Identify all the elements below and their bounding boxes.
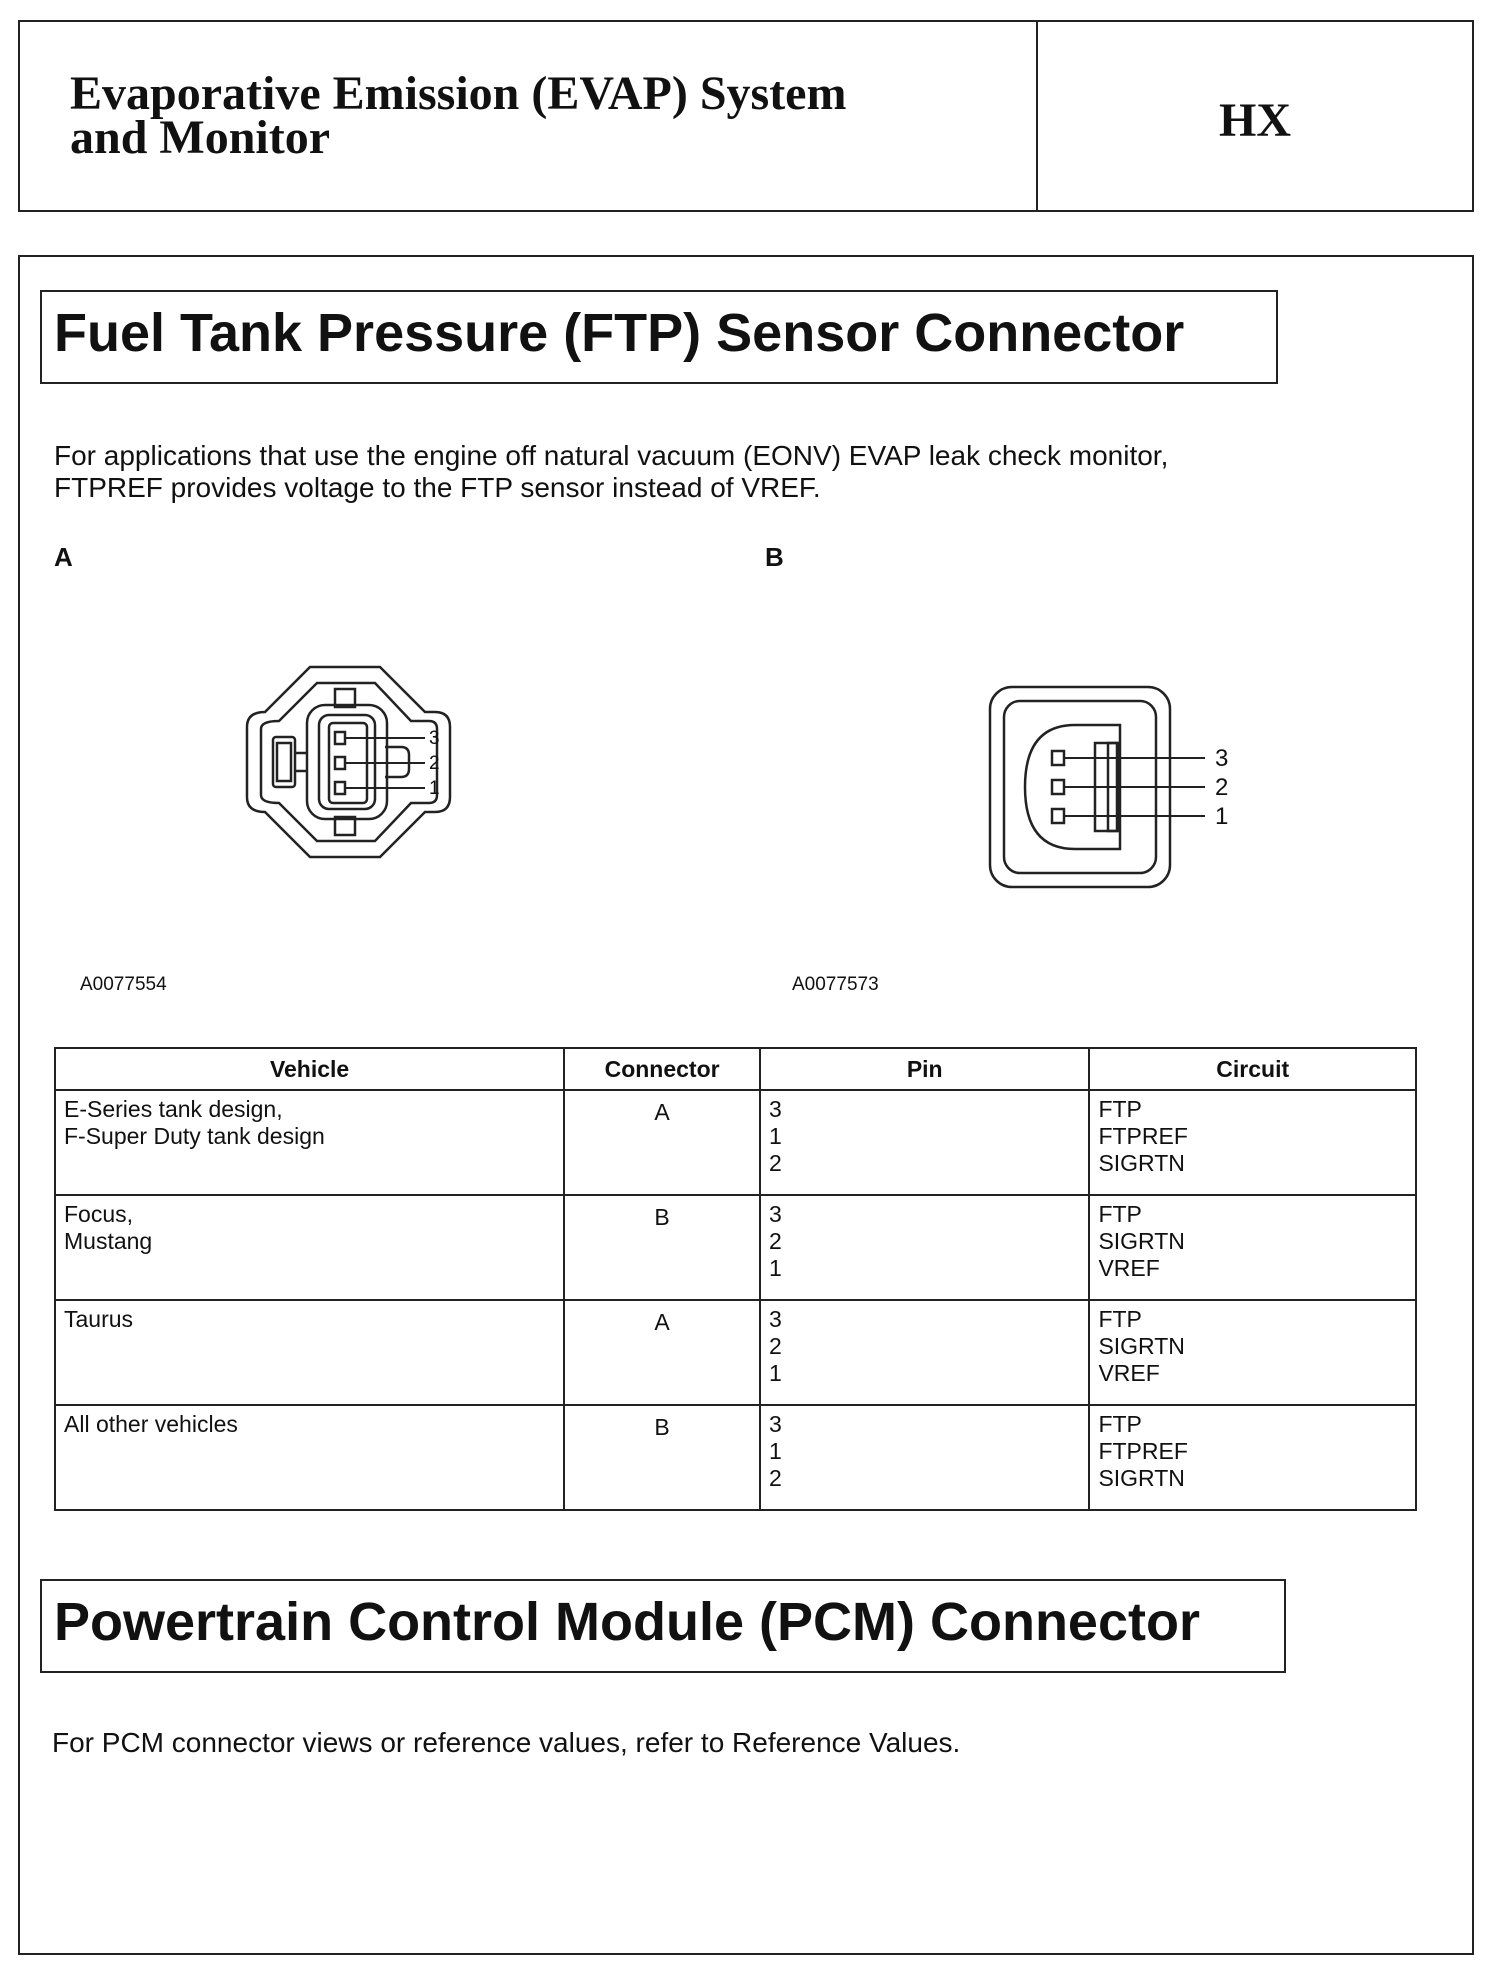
- figure-a-label: A: [54, 542, 73, 572]
- table-row: [55, 1405, 1416, 1510]
- vehicle-cell: [55, 1300, 564, 1405]
- vehicle-line: Mustang: [64, 1228, 153, 1254]
- pin-value: 1: [769, 1360, 782, 1386]
- figure-a-code: A0077554: [80, 974, 167, 995]
- pin-value: 1: [769, 1438, 782, 1464]
- vehicle-line: Focus,: [64, 1201, 134, 1227]
- pin-cell: [760, 1300, 1089, 1405]
- vehicle-line: F-Super Duty tank design: [64, 1123, 325, 1149]
- circuit-value: FTP: [1098, 1306, 1142, 1332]
- circuit-value: FTPREF: [1098, 1123, 1188, 1149]
- column-header-pin: Pin: [760, 1048, 1089, 1090]
- circuit-value: FTP: [1098, 1411, 1142, 1437]
- vehicle-cell: [55, 1090, 564, 1195]
- connector-b-pin-1: 1: [1215, 803, 1229, 830]
- circuit-value: SIGRTN: [1098, 1150, 1185, 1176]
- pin-value: 3: [769, 1201, 782, 1227]
- pin-cell: [760, 1090, 1089, 1195]
- circuit-cell: [1089, 1090, 1416, 1195]
- header-title-line1: Evaporative Emission (EVAP) System: [70, 67, 847, 120]
- table-row: [55, 1195, 1416, 1300]
- vehicle-line: All other vehicles: [64, 1411, 238, 1437]
- pin-value: 3: [769, 1411, 782, 1437]
- connector-b-pin-2: 2: [1215, 774, 1229, 801]
- header-code: HX: [1219, 93, 1291, 147]
- table-row: [55, 1090, 1416, 1195]
- circuit-cell: [1089, 1195, 1416, 1300]
- ftp-connector-table: [54, 1047, 1417, 1511]
- pin-cell: [760, 1195, 1089, 1300]
- pin-value: 2: [769, 1465, 782, 1491]
- circuit-value: FTP: [1098, 1096, 1142, 1122]
- pin-value: 1: [769, 1123, 782, 1149]
- circuit-cell: [1089, 1300, 1416, 1405]
- ftp-intro: [54, 440, 1168, 504]
- header-title: [20, 22, 1038, 210]
- connector-a-pin-3: 3: [429, 728, 440, 749]
- connector-cell: A: [564, 1300, 760, 1405]
- content-panel: [18, 255, 1474, 1955]
- vehicle-line: Taurus: [64, 1306, 134, 1332]
- column-header-connector: Connector: [564, 1048, 760, 1090]
- connector-cell: A: [564, 1090, 760, 1195]
- pin-value: 2: [769, 1333, 782, 1359]
- column-header-circuit: Circuit: [1089, 1048, 1416, 1090]
- pin-value: 2: [769, 1150, 782, 1176]
- circuit-cell: [1089, 1405, 1416, 1510]
- circuit-value: VREF: [1098, 1360, 1160, 1386]
- pin-cell: [760, 1405, 1089, 1510]
- ftp-section-title: Fuel Tank Pressure (FTP) Sensor Connector: [40, 290, 1278, 384]
- connector-b-pin-3: 3: [1215, 745, 1229, 772]
- circuit-value: SIGRTN: [1098, 1465, 1185, 1491]
- circuit-value: FTPREF: [1098, 1438, 1188, 1464]
- pin-value: 2: [769, 1228, 782, 1254]
- circuit-value: VREF: [1098, 1255, 1160, 1281]
- table-header-row: [55, 1048, 1416, 1090]
- figure-b-code: A0077573: [792, 974, 879, 995]
- vehicle-cell: [55, 1405, 564, 1510]
- connector-a-pin-2: 2: [429, 753, 440, 774]
- circuit-value: SIGRTN: [1098, 1333, 1185, 1359]
- figure-b-label: B: [765, 542, 784, 572]
- pcm-text: For PCM connector views or reference values, refer to Reference Values.: [52, 1727, 961, 1758]
- vehicle-line: E-Series tank design,: [64, 1096, 283, 1122]
- pin-value: 3: [769, 1306, 782, 1332]
- connector-a-diagram: [235, 647, 535, 877]
- connector-a-pin-1: 1: [429, 778, 440, 799]
- pin-value: 3: [769, 1096, 782, 1122]
- ftp-intro-line2: FTPREF provides voltage to the FTP sensor instead of VREF.: [54, 472, 821, 503]
- pcm-section-title: Powertrain Control Module (PCM) Connector: [40, 1579, 1286, 1673]
- connector-cell: B: [564, 1405, 760, 1510]
- column-header-vehicle: Vehicle: [55, 1048, 564, 1090]
- ftp-intro-line1: For applications that use the engine off natural vacuum (EONV) EVAP leak check monitor,: [54, 440, 1169, 471]
- header-title-line2: and Monitor: [70, 111, 331, 164]
- page-header: [18, 20, 1474, 212]
- connector-b-diagram: [980, 677, 1280, 897]
- pin-value: 1: [769, 1255, 782, 1281]
- circuit-value: FTP: [1098, 1201, 1142, 1227]
- circuit-value: SIGRTN: [1098, 1228, 1185, 1254]
- table-row: [55, 1300, 1416, 1405]
- connector-cell: B: [564, 1195, 760, 1300]
- vehicle-cell: [55, 1195, 564, 1300]
